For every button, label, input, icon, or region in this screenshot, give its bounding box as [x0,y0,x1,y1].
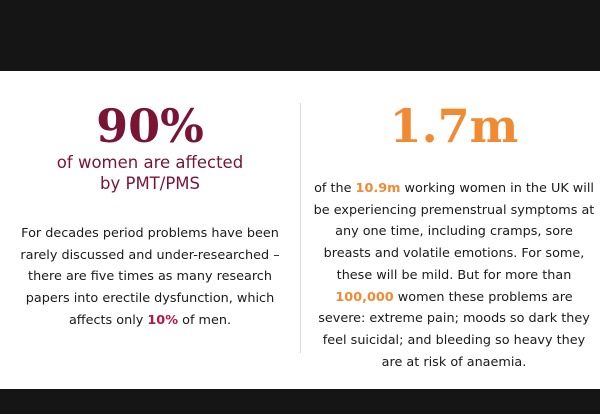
right-big-stat: 1.7m [389,99,519,153]
left-subhead-line-2: by PMT/PMS [100,174,200,193]
right-stat-panel [312,100,596,373]
bottom-black-band [0,389,600,414]
right-body-part-1: of the [314,181,356,196]
left-body-highlight: 10% [147,312,179,328]
column-divider [300,103,301,353]
top-black-band [0,0,600,71]
right-body-part-3: women these problems are severe: extreme pain; moods so dark they feel suicidal; and bleeding so heavy they are at risk of anaemia. [318,289,590,370]
left-body-text [18,223,282,332]
right-body-part-2: working women in the UK will be experiencing premenstrual symptoms at any one time, including cramps, sore breasts and volatile emotions. For some, these will be mild. But for more than [313,181,595,283]
left-body-part-2: of men. [178,312,232,328]
left-subhead-line-1: of women are affected [56,153,244,172]
left-big-stat: 90% [96,99,204,153]
left-body-part-1: For decades period problems have been rarely discussed and under-researched – there are five times as many research papers into erectile dysfunction, which affects only [20,226,280,328]
left-subhead [18,152,282,194]
right-highlight-1: 10.9m [355,181,401,196]
left-stat-panel [18,100,282,332]
right-highlight-2: 100,000 [335,289,394,305]
right-body-text [312,178,596,373]
